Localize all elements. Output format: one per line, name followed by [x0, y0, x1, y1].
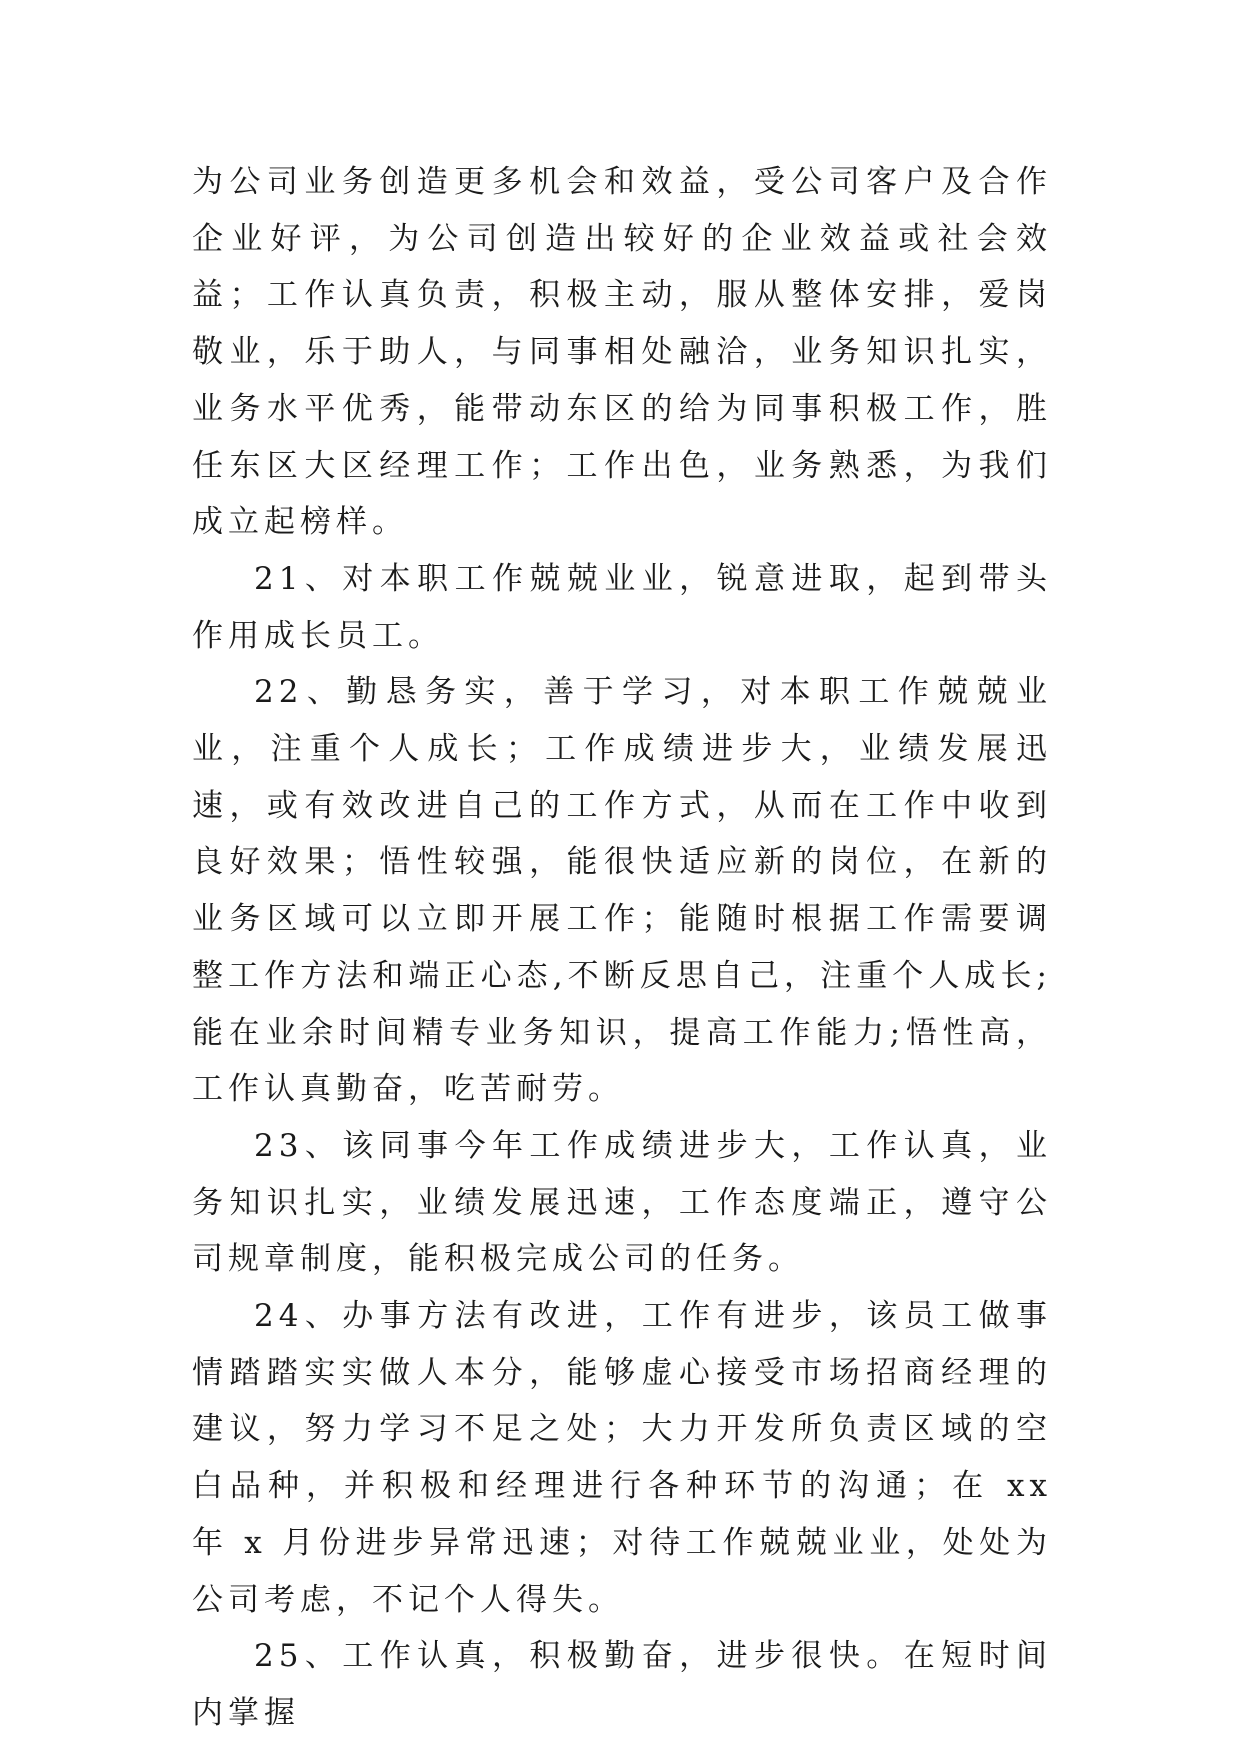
- paragraph-item-25: 25、工作认真，积极勤奋，进步很快。在短时间内掌握: [192, 1638, 1052, 1731]
- paragraph-item-24: 24、办事方法有改进，工作有进步，该员工做事情踏踏实实做人本分，能够虚心接受市场招商经理的建议，努力学习不足之处；大力开发所负责区域的空白品种，并积极和经理进行各种环节的沟通；在 xx 年 x 月份进步异常迅速；对待工作兢兢业业，处处为公司考虑，不记个人得失。: [192, 1298, 1052, 1618]
- document-body: [192, 154, 1052, 1742]
- paragraph-item-23: 23、该同事今年工作成绩进步大，工作认真，业务知识扎实，业绩发展迅速，工作态度端正，遵守公司规章制度，能积极完成公司的任务。: [192, 1127, 1052, 1278]
- paragraph-continued: 为公司业务创造更多机会和效益，受公司客户及合作企业好评，为公司创造出较好的企业效益或社会效益；工作认真负责，积极主动，服从整体安排，爱岗敬业，乐于助人，与同事相处融洽，业务知识扎实，业务水平优秀，能带动东区的给为同事积极工作，胜任东区大区经理工作；工作出色，业务熟悉，为我们成立起榜样。: [192, 164, 1052, 541]
- paragraph-item-22: 22、勤恳务实，善于学习，对本职工作兢兢业业，注重个人成长；工作成绩进步大，业绩发展迅速，或有效改进自己的工作方式，从而在工作中收到良好效果；悟性较强，能很快适应新的岗位，在新的业务区域可以立即开展工作；能随时根据工作需要调整工作方法和端正心态,不断反思自己，注重个人成长;能在业余时间精专业务知识，提高工作能力;悟性高，工作认真勤奋，吃苦耐劳。: [192, 674, 1052, 1108]
- paragraph-item-21: 21、对本职工作兢兢业业，锐意进取，起到带头作用成长员工。: [192, 560, 1052, 654]
